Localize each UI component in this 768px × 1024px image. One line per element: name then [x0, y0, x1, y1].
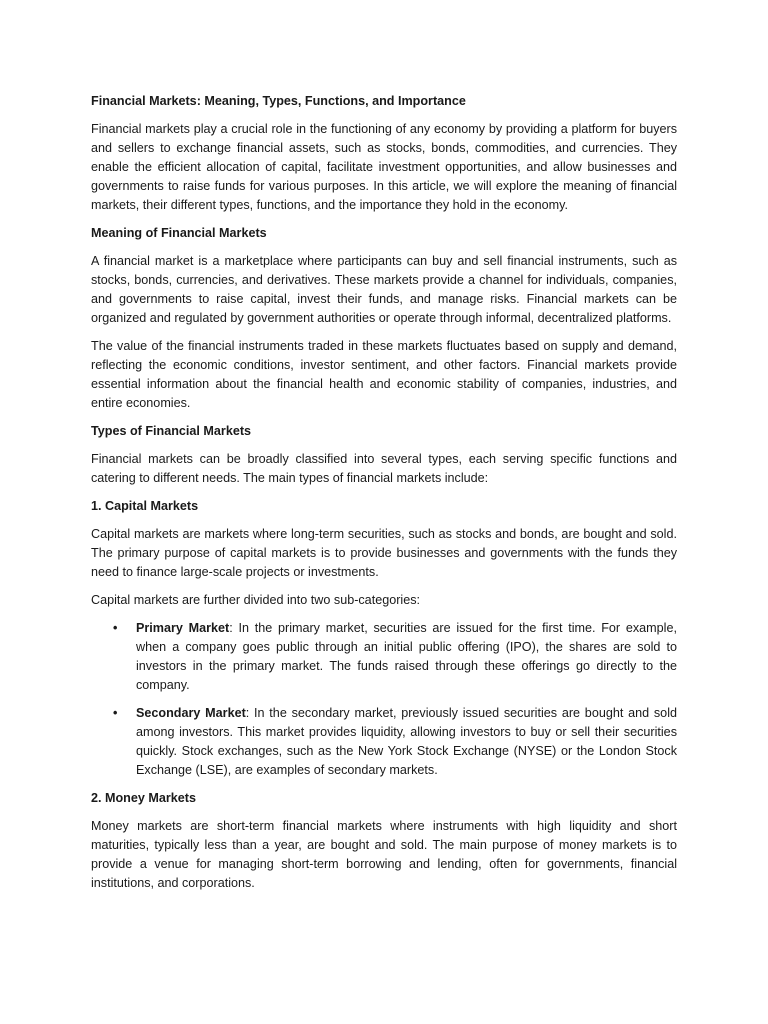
list-item-term: Secondary Market: [136, 706, 246, 720]
capital-subcategories-list: [91, 619, 677, 780]
list-item-text: : In the primary market, securities are issued for the first time. For example, when a company goes public through an initial public offering (IPO), the shares are sold to investors in the primary market. The funds raised through these offerings go directly to the company.: [136, 621, 677, 692]
list-item-text: : In the secondary market, previously issued securities are bought and sold among investors. This market provides liquidity, allowing investors to buy or sell their securities quickly. Stock exchanges, such as the New York Stock Exchange (NYSE) or the London Stock Exchange (LSE), are examples of secondary markets.: [136, 706, 677, 777]
meaning-paragraph-1: A financial market is a marketplace where participants can buy and sell financial instruments, such as stocks, bonds, currencies, and derivatives. These markets provide a channel for individuals, companies, and governments to raise capital, invest their funds, and manage risks. Financial markets can be organized and regulated by government authorities or operate through informal, decentralized platforms.: [91, 254, 677, 325]
types-heading: Types of Financial Markets: [91, 424, 252, 438]
capital-paragraph-2: Capital markets are further divided into two sub-categories:: [91, 593, 420, 607]
list-item-primary-market: [91, 619, 677, 695]
document-title: Financial Markets: Meaning, Types, Functions, and Importance: [91, 94, 466, 108]
capital-paragraph-1: Capital markets are markets where long-term securities, such as stocks and bonds, are bought and sold. The primary purpose of capital markets is to provide businesses and governments with the funds they need to finance large-scale projects or investments.: [91, 527, 677, 579]
types-paragraph: Financial markets can be broadly classified into several types, each serving specific functions and catering to different needs. The main types of financial markets include:: [91, 452, 677, 485]
bullet-icon: •: [113, 706, 118, 720]
meaning-heading: Meaning of Financial Markets: [91, 226, 267, 240]
list-item-term: Primary Market: [136, 621, 230, 635]
capital-markets-heading: 1. Capital Markets: [91, 499, 199, 513]
money-markets-heading: 2. Money Markets: [91, 791, 196, 805]
list-item-secondary-market: [91, 704, 677, 780]
money-paragraph: Money markets are short-term financial markets where instruments with high liquidity and short maturities, typically less than a year, are bought and sold. The main purpose of money markets is to provide a venue for managing short-term borrowing and lending, often for governments, financial institutions, and corporations.: [91, 819, 677, 890]
bullet-icon: •: [113, 621, 118, 635]
intro-paragraph: Financial markets play a crucial role in the functioning of any economy by providing a platform for buyers and sellers to exchange financial assets, such as stocks, bonds, commodities, and currencies. They enable the efficient allocation of capital, facilitate investment opportunities, and allow businesses and governments to raise funds for various purposes. In this article, we will explore the meaning of financial markets, their different types, functions, and the importance they hold in the economy.: [91, 122, 677, 212]
document-page: [91, 92, 677, 902]
meaning-paragraph-2: The value of the financial instruments traded in these markets fluctuates based on supply and demand, reflecting the economic conditions, investor sentiment, and other factors. Financial markets provide essential information about the financial health and economic stability of companies, industries, and entire economies.: [91, 339, 677, 410]
